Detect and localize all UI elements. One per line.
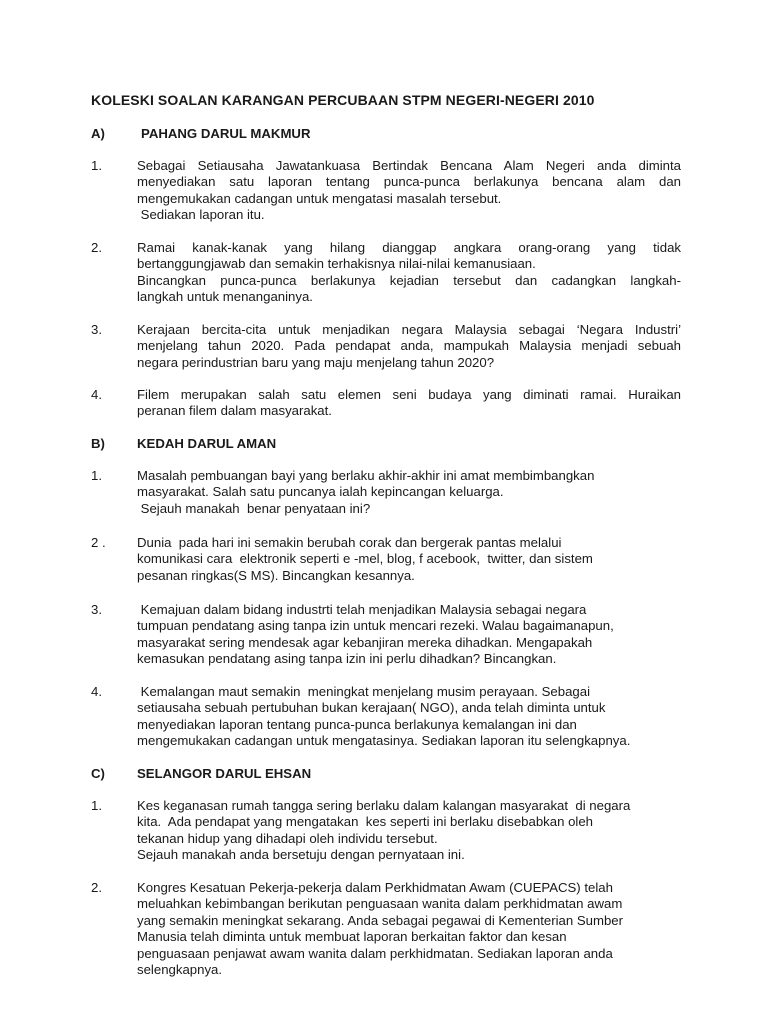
question-number: 2. [91,880,102,895]
question-number: 3. [91,322,102,337]
question-text [137,468,681,517]
question-number: 2 . [91,535,106,550]
question-number: 3. [91,602,102,617]
section-letter: B) [91,436,105,451]
question-line: Manusia telah diminta untuk membuat laporan berkaitan faktor dan kesan [137,929,567,945]
question-line: menyediakan satu laporan tentang punca-punca berlakunya bencana alam dan [137,174,681,190]
question-line: selengkapnya. [137,962,223,978]
question-a1 [91,158,681,224]
document-title: KOLESKI SOALAN KARANGAN PERCUBAAN STPM NEGERI-NEGERI 2010 [91,92,595,108]
question-line: Kongres Kesatuan Pekerja-pekerja dalam Perkhidmatan Awam (CUEPACS) telah [137,880,613,895]
question-text [137,322,681,371]
question-text [137,602,681,668]
section-heading-b [91,436,276,452]
question-text [137,684,681,750]
question-line: penguasaan penjawat awam wanita dalam perkhidmatan. Sediakan laporan anda [137,945,613,961]
question-line: Sejauh manakah anda bersetuju dengan pernyataan ini. [137,847,465,863]
question-text [137,880,681,978]
question-line: setiausaha sebuah pertubuhan bukan kerajaan( NGO), anda telah diminta untuk [137,700,606,716]
question-line: masyarakat sering mendesak agar kebanjiran mereka dihadkan. Mengapakah [137,634,593,650]
question-line: peranan filem dalam masyarakat. [137,403,332,419]
question-text [137,798,681,864]
question-b2 [91,535,681,584]
question-line: Kemajuan dalam bidang industrti telah menjadikan Malaysia sebagai negara [137,602,587,617]
question-line: pesanan ringkas(S MS). Bincangkan kesannya. [137,567,415,583]
question-line: bertanggungjawab dan semakin terhakisnya nilai-nilai kemanusiaan. [137,256,536,272]
question-line: Sediakan laporan itu. [137,207,265,223]
question-line: kemasukan pendatang asing tanpa izin ini perlu dihadkan? Bincangkan. [137,651,557,667]
question-b3 [91,602,681,668]
question-line: Ramai kanak-kanak yang hilang dianggap angkara orang-orang yang tidak [137,240,681,255]
question-number: 4. [91,387,102,402]
question-number: 1. [91,158,102,173]
question-line: Sejauh manakah benar penyataan ini? [137,500,371,516]
question-line: negara perindustrian baru yang maju menjelang tahun 2020? [137,354,495,370]
question-line: Dunia pada hari ini semakin berubah corak dan bergerak pantas melalui [137,535,562,550]
question-b4 [91,684,681,750]
question-c2 [91,880,681,978]
question-c1 [91,798,681,864]
question-number: 2. [91,240,102,255]
question-number: 4. [91,684,102,699]
section-name: KEDAH DARUL AMAN [137,436,277,451]
question-line: meluahkan kebimbangan berikutan penguasaan wanita dalam perkhidmatan awam [137,896,623,912]
question-text [137,387,681,420]
question-number: 1. [91,798,102,813]
section-letter: C) [91,766,105,781]
question-line: tekanan hidup yang dihadapi oleh individu tersebut. [137,830,438,846]
question-line: langkah untuk menanganinya. [137,289,313,305]
section-letter: A) [91,126,105,141]
question-line: Kemalangan maut semakin meningkat menjelang musim perayaan. Sebagai [137,684,591,699]
question-line: masyarakat. Salah satu puncanya ialah kepincangan keluarga. [137,484,504,500]
section-heading-c [91,766,311,782]
question-line: Sebagai Setiausaha Jawatankuasa Bertindak Bencana Alam Negeri anda diminta [137,158,681,173]
question-line: tumpuan pendatang asing tanpa izin untuk mencari rezeki. Walau bagaimanapun, [137,618,614,634]
section-name: SELANGOR DARUL EHSAN [137,766,312,781]
question-a2 [91,240,681,306]
question-line: menjelang tahun 2020. Pada pendapat anda, mampukah Malaysia menjadi sebuah [137,338,681,354]
question-line: mengemukakan cadangan untuk mengatasi masalah tersebut. [137,190,502,206]
question-line: yang semakin meningkat sekarang. Anda sebagai pegawai di Kementerian Sumber [137,912,624,928]
section-heading-a [91,126,310,142]
question-a4 [91,387,681,420]
question-line: komunikasi cara elektronik seperti e -mel, blog, f acebook, twitter, dan sistem [137,551,593,567]
question-text [137,240,681,306]
question-line: Bincangkan punca-punca berlakunya kejadian tersebut dan cadangkan langkah- [137,272,681,288]
question-text [137,158,681,224]
section-name: PAHANG DARUL MAKMUR [141,126,311,141]
question-line: mengemukakan cadangan untuk mengatasinya. Sediakan laporan itu selengkapnya. [137,733,631,749]
question-line: Kes keganasan rumah tangga sering berlaku dalam kalangan masyarakat di negara [137,798,631,813]
question-b1 [91,468,681,517]
question-line: Masalah pembuangan bayi yang berlaku akhir-akhir ini amat membimbangkan [137,468,595,483]
question-line: Filem merupakan salah satu elemen seni budaya yang diminati ramai. Huraikan [137,387,681,402]
question-number: 1. [91,468,102,483]
question-line: Kerajaan bercita-cita untuk menjadikan negara Malaysia sebagai ‘Negara Industri’ [137,322,681,337]
question-a3 [91,322,681,371]
question-line: menyediakan laporan tentang punca-punca berlakunya kemalangan ini dan [137,716,577,732]
question-text [137,535,681,584]
question-line: kita. Ada pendapat yang mengatakan kes seperti ini berlaku disebabkan oleh [137,814,594,830]
